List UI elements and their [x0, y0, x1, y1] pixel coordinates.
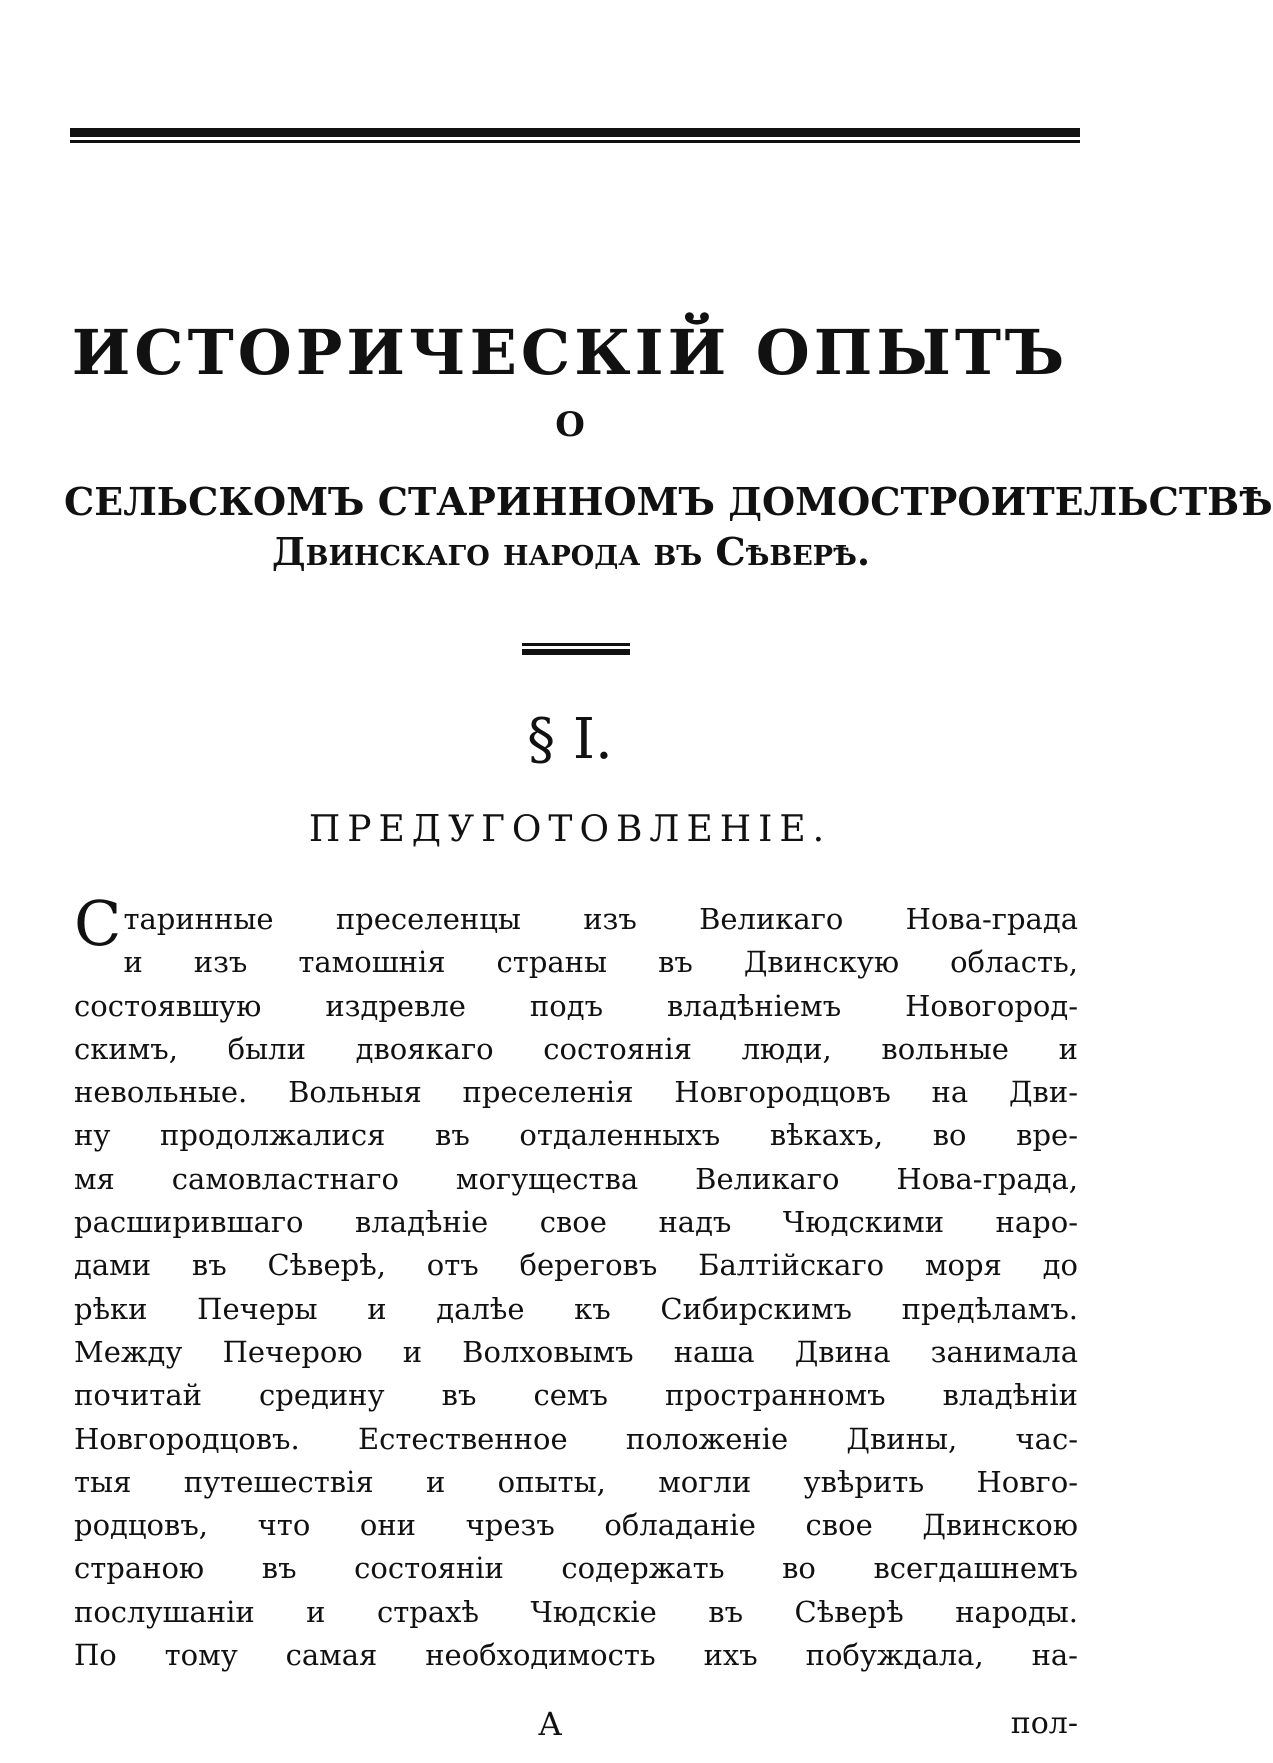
body-line: родцовъ, что они чрезъ обладаніе свое Двинскою — [74, 1508, 1078, 1543]
body-line — [74, 887, 1078, 960]
top-double-rule — [70, 128, 1080, 144]
subtitle-line-2: Двинскаго народа въ Сѣверѣ. — [271, 529, 871, 574]
body-line: состоявшую издревле подъ владѣніемъ Новогород- — [74, 988, 1078, 1023]
body-line: почитай средину въ семъ пространномъ владѣніи — [74, 1378, 1078, 1413]
body-line: послушаніи и страхѣ Чюдскіе въ Сѣверѣ народы. — [74, 1594, 1078, 1629]
body-line: По тому самая необходимость ихъ побуждала, на- — [74, 1638, 1078, 1673]
divider-thick — [522, 649, 630, 655]
body-text — [74, 887, 1078, 1677]
section-divider — [522, 643, 630, 659]
body-line: Новгородцовъ. Естественное положеніе Двины, час- — [74, 1421, 1078, 1456]
body-line: мя самовластнаго могущества Великаго Нова-града, — [74, 1161, 1078, 1196]
document-title: ИСТОРИЧЕСКІЙ ОПЫТЪ — [71, 316, 1069, 389]
body-line: и изъ тамошнія страны въ Двинскую область, — [123, 945, 1078, 980]
section-number: § I. — [527, 707, 613, 772]
body-line: Между Печерою и Волховымъ наша Двина занимала — [74, 1334, 1078, 1369]
section-heading: ПРЕДУГОТОВЛЕНІЕ. — [308, 809, 832, 850]
body-line: невольные. Вольныя преселенія Новгородцовъ на Дви- — [74, 1075, 1078, 1110]
body-line: ну продолжалися въ отдаленныхъ вѣкахъ, во вре- — [74, 1118, 1078, 1153]
top-rule-thin — [70, 140, 1080, 143]
body-line-text: таринные преселенцы изъ Великаго Нова-града — [123, 902, 1078, 936]
body-line: страною въ состояніи содержать во всегдашнемъ — [74, 1551, 1078, 1586]
body-line: скимъ, были двоякаго состоянія люди, вольные и — [74, 1031, 1078, 1066]
body-line: расширившаго владѣніе свое надъ Чюдскими наро- — [74, 1205, 1078, 1240]
catchword: пол- — [1010, 1706, 1078, 1741]
body-line: рѣки Печеры и далѣе къ Сибирскимъ предѣламъ. — [74, 1291, 1078, 1326]
divider-thin — [522, 643, 630, 646]
top-rule-thick — [70, 128, 1080, 137]
title-preposition: О — [555, 405, 585, 445]
subtitle-line-1: СЕЛЬСКОМЪ СТАРИННОМЪ ДОМОСТРОИТЕЛЬСТВѢ — [64, 479, 1273, 524]
signature-mark: А — [538, 1705, 563, 1743]
body-line: тыя путешествія и опыты, могли увѣрить Новго- — [74, 1464, 1078, 1499]
drop-cap: С — [74, 887, 122, 960]
body-line: дами въ Сѣверѣ, отъ береговъ Балтійскаго моря до — [74, 1248, 1078, 1283]
